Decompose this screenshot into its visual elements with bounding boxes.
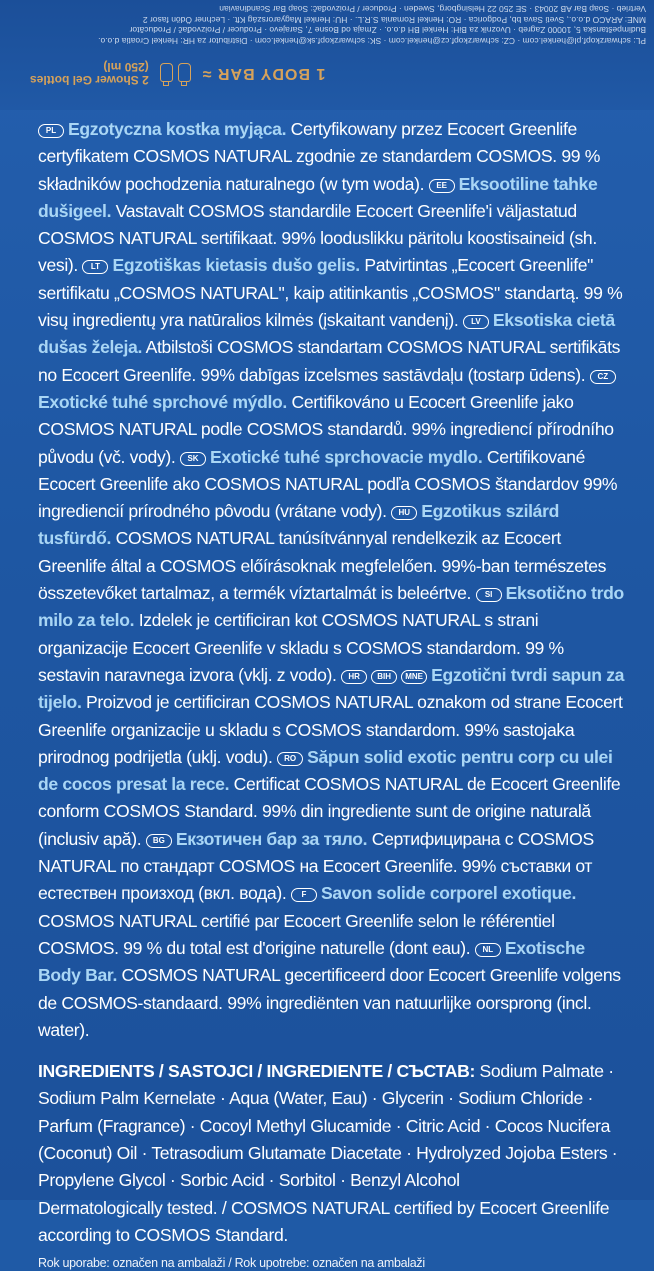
ingredients-list: Sodium Palmate · Sodium Palm Kernelate · Aqua (Water, Eau) · Glycerin · Sodium Chloride · Parfum (Fragrance) · Cocoyl Methyl Glucamide · Citric Acid · Cocos Nucifera (Coconut) Oil · Tetrasodium Glutamate Diacetate · Hydrolyzed Jojoba Esters · Propylene Glycol · Sorbic Acid · Sorbitol · Benzyl Alcohol <box>38 1061 618 1191</box>
section-text-sk: Certifikované Ecocert Greenlife ako COSMOS NATURAL podľa COSMOS štandardov 99% ingrediencií prírodného pôvodu (vrátane vody). <box>38 446 618 522</box>
language-badge-ee: EE <box>429 179 455 193</box>
legal-line: PL: schwarzkopf.pl@henkel.com · CZ: schwarzkopf.cz@henkel.com · SK: schwarzkopf.sk@henkel.com · Distributor za HR: Henkel Croatia d.o.o. <box>98 36 646 46</box>
shower-gel-line-1: 2 Shower Gel bottles <box>30 73 149 87</box>
section-text-nl: COSMOS NATURAL gecertificeerd door Ecocert Greenlife volgens de COSMOS-standaard. 99% ingrediënten van natuurlijke oorsprong (incl. water). <box>38 965 621 1040</box>
bottles-icon-group <box>159 64 192 83</box>
label-body-text <box>38 116 628 1271</box>
section-title-pl: Egzotyczna kostka myjąca. <box>68 119 287 139</box>
body-bar-label: 1 BODY BAR ≈ <box>201 65 326 82</box>
certification-note: Dermatologically tested. / COSMOS NATURAL certified by Ecocert Greenlife according to COSMOS Standard. <box>38 1197 610 1245</box>
section-text-bg: Сертифицирана с COSMOS NATURAL по стандарт COSMOS на Ecocert Greenlife. 99% съставки от естествен произход (вкл. вода). <box>38 828 594 904</box>
section-title-ro: Săpun solid exotic pentru corp cu ulei de cocos presat la rece. <box>38 746 613 795</box>
section-title-ee: Eksootiline tahke dušigeel. <box>38 173 598 221</box>
upside-down-header <box>0 0 654 110</box>
legal-line: MNE: ARACO d.o.o., Sveti Sava bb, Podgorica · RO: Henkel Romania S.R.L. · HU: Henkel Magyarország Kft. · Lechner Ödön fasor 2 <box>142 15 646 25</box>
section-text-lv: Atbilstoši COSMOS standartam COSMOS NATURAL sertifikāts no Ecocert Greenlife. 99% dabīgas izcelsmes sastāvdaļu (tostarp ūdens). <box>38 337 621 385</box>
language-badge-f: F <box>291 888 317 902</box>
language-descriptions <box>38 116 628 1044</box>
bottle-icon <box>178 64 191 83</box>
section-title-bg: Екзотичен бар за тяло. <box>175 828 368 849</box>
section-text-ee: Vastavalt COSMOS standardile Ecocert Greenlife'i väljastatud COSMOS NATURAL sertifikaat. 99% looduslikku päritolu koostisaineid (sh. vesi). <box>38 200 597 276</box>
language-badge-hr: HR <box>341 670 367 684</box>
language-badge-lv: LV <box>463 315 489 329</box>
language-badge-mne: MNE <box>401 670 427 684</box>
language-badge-hu: HU <box>391 506 417 520</box>
section-title-f: Savon solide corporel exotique. <box>320 883 577 904</box>
language-badge-bg: BG <box>146 834 172 848</box>
language-badge-cz: CZ <box>590 370 616 384</box>
language-badge-sk: SK <box>180 452 206 466</box>
shower-gel-label <box>30 60 149 86</box>
section-text-hu: COSMOS NATURAL tanúsítvánnyal rendelkezik az Ecocert Greenlife által a COSMOS előírásoknak megfelelően. 99%-ban természetes összetevőket tartalmaz, a termék víztartalmát is beleértve. <box>38 528 607 604</box>
bottle-icon <box>160 64 173 83</box>
shower-gel-line-2: (250 ml) <box>103 60 149 74</box>
language-badge-lt: LT <box>82 260 108 274</box>
ingredients-block <box>38 1058 628 1194</box>
section-title-lv: Eksotiska cietā dušas želeja. <box>38 310 615 358</box>
ingredients-heading: INGREDIENTS / SASTOJCI / INGREDIENTE / СЪСТАВ: <box>38 1061 475 1082</box>
legal-text-block <box>8 4 646 46</box>
section-title-lt: Egzotiškas kietasis dušo gelis. <box>112 255 360 276</box>
section-text-ro: Certificat COSMOS NATURAL de Ecocert Greenlife conform COSMOS Standard. 99% din ingrediente sunt de origine naturală (inclusiv apă). <box>38 774 621 849</box>
language-badge-ro: RO <box>277 752 303 766</box>
section-text-pl: Certyfikowany przez Ecocert Greenlife certyfikatem COSMOS NATURAL zgodnie ze standardem COSMOS. 99 % składników pochodzenia naturalnego (w tym woda). <box>38 119 601 194</box>
legal-line: Vertrieb · Soap Bar AB 20043 · SE 250 22 Helsingborg, Sweden · Producer / Proizvođač: Soap Bar Scandinavian <box>219 4 646 15</box>
section-text-cz: Certifikováno u Ecocert Greenlife jako COSMOS NATURAL podle COSMOS standardů. 99% ingrediencí přírodního původu (vč. vody). <box>38 391 614 467</box>
section-title-hu: Egzotikus szilárd tusfürdő. <box>38 501 560 549</box>
section-text-lt: Patvirtintas „Ecocert Greenlife" sertifikatu „COSMOS NATURAL", kaip atitinkantis „COSMOS" standartą. 99 % visų ingredientų yra natūralios kilmės (įskaitant vandenį). <box>38 255 623 331</box>
section-title-sk: Exotické tuhé sprchovacie mydlo. <box>210 446 483 467</box>
language-badge-si: SI <box>476 588 502 602</box>
section-title-hr: Egzotični tvrdi sapun za tijelo. <box>38 664 625 713</box>
expiry-note: Rok uporabe: označen na ambalaži / Rok upotrebe: označen na ambalaži <box>38 1256 425 1271</box>
legal-line: Budimpeštanska 5, 10000 Zagreb · Uvoznik za BiH: Henkel BH d.o.o. · Zmaja od Bosne 7, Sarajevo · Producer / Proizvođač / Producător <box>129 25 646 36</box>
section-text-f: COSMOS NATURAL certifié par Ecocert Greenlife selon le référentiel COSMOS. 99 % du total est d'origine naturelle (dont eau). <box>38 910 555 958</box>
language-badge-bih: BIH <box>371 670 397 684</box>
section-text-hr: Proizvod je certificiran COSMOS NATURAL oznakom od strane Ecocert Greenlife organizacije u skladu s COSMOS standardom. 99% sastojaka prirodnog podrijetla (uklj. vodu). <box>38 692 623 767</box>
language-badge-nl: NL <box>475 943 501 957</box>
section-title-nl: Exotische Body Bar. <box>38 937 585 986</box>
section-title-cz: Exotické tuhé sprchové mýdlo. <box>38 391 287 412</box>
body-bar-equivalence <box>30 60 620 86</box>
language-badge-pl: PL <box>38 124 64 138</box>
section-title-si: Eksotično trdo milo za telo. <box>38 583 624 631</box>
section-text-si: Izdelek je certificiran kot COSMOS NATURAL s strani organizacije Ecocert Greenlife v skladu s COSMOS standardom. 99 % sestavin naravnega izvora (vklj. z vodo). <box>38 610 564 685</box>
